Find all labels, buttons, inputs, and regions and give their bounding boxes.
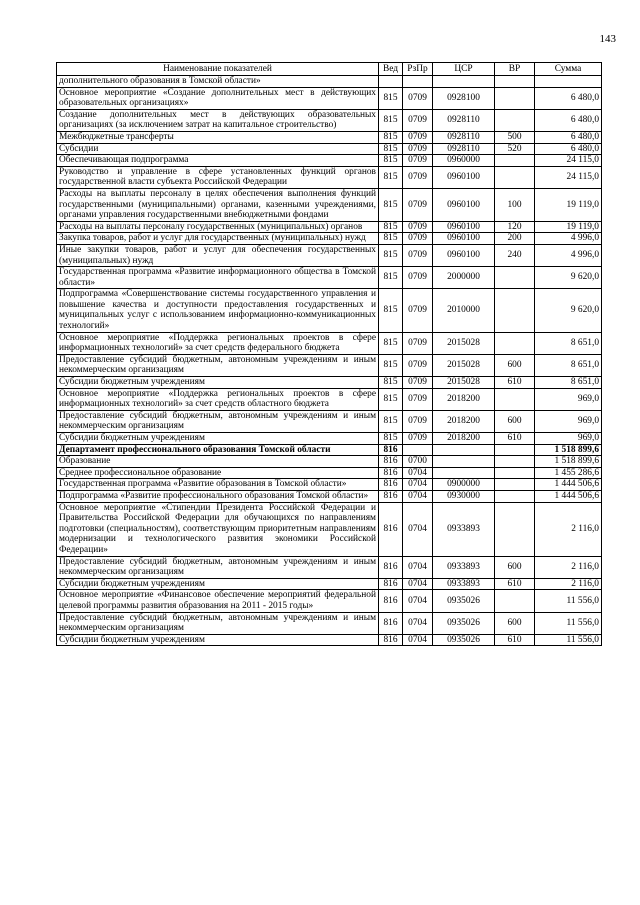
cell-name: Субсидии бюджетным учреждениям xyxy=(57,578,379,590)
table-row xyxy=(57,578,602,590)
cell-sum: 11 556,0 xyxy=(535,612,602,634)
cell-rzpr: 0704 xyxy=(403,490,433,502)
table-body xyxy=(57,76,602,646)
cell-vr xyxy=(495,87,535,109)
cell-vr xyxy=(495,490,535,502)
cell-name: Основное мероприятие «Создание дополнительных мест в действующих образовательных организациях» xyxy=(57,87,379,109)
cell-vr: 520 xyxy=(495,143,535,155)
cell-ved: 815 xyxy=(379,221,403,233)
cell-ved: 816 xyxy=(379,467,403,479)
cell-sum: 6 480,0 xyxy=(535,87,602,109)
cell-sum: 19 119,0 xyxy=(535,221,602,233)
table-row xyxy=(57,221,602,233)
cell-name: Создание дополнительных мест в действующих образовательных организациях (за исключением затрат на капитальное строительство) xyxy=(57,109,379,131)
table-row xyxy=(57,590,602,612)
cell-rzpr: 0709 xyxy=(403,354,433,376)
cell-sum: 24 115,0 xyxy=(535,166,602,188)
cell-name: Субсидии бюджетным учреждениям xyxy=(57,433,379,445)
header-vr: ВР xyxy=(495,63,535,76)
cell-rzpr: 0704 xyxy=(403,502,433,556)
table-header-row xyxy=(57,63,602,76)
cell-rzpr: 0709 xyxy=(403,155,433,167)
cell-rzpr: 0709 xyxy=(403,267,433,289)
table-row xyxy=(57,490,602,502)
cell-vr xyxy=(495,155,535,167)
table-row xyxy=(57,188,602,221)
cell-csr: 0960100 xyxy=(433,166,495,188)
table-row xyxy=(57,433,602,445)
cell-ved: 816 xyxy=(379,612,403,634)
cell-vr: 200 xyxy=(495,233,535,245)
cell-sum: 6 480,0 xyxy=(535,131,602,143)
table-row xyxy=(57,410,602,432)
table-row xyxy=(57,456,602,468)
cell-rzpr: 0704 xyxy=(403,578,433,590)
cell-ved: 815 xyxy=(379,289,403,332)
cell-csr: 0933893 xyxy=(433,578,495,590)
cell-ved: 816 xyxy=(379,490,403,502)
table-row xyxy=(57,87,602,109)
cell-sum: 8 651,0 xyxy=(535,332,602,354)
cell-sum: 969,0 xyxy=(535,433,602,445)
cell-csr: 0928100 xyxy=(433,87,495,109)
cell-csr: 0928110 xyxy=(433,143,495,155)
table-row xyxy=(57,467,602,479)
header-ved: Вед xyxy=(379,63,403,76)
cell-csr: 0935026 xyxy=(433,634,495,646)
cell-csr: 2018200 xyxy=(433,388,495,410)
cell-ved: 816 xyxy=(379,479,403,491)
cell-vr: 100 xyxy=(495,188,535,221)
table-row xyxy=(57,377,602,389)
cell-vr xyxy=(495,267,535,289)
cell-vr xyxy=(495,479,535,491)
cell-rzpr: 0709 xyxy=(403,289,433,332)
cell-ved: 815 xyxy=(379,131,403,143)
cell-vr: 500 xyxy=(495,131,535,143)
table-row xyxy=(57,143,602,155)
cell-csr: 0960100 xyxy=(433,221,495,233)
cell-rzpr: 0709 xyxy=(403,233,433,245)
cell-csr: 2018200 xyxy=(433,433,495,445)
table-row xyxy=(57,332,602,354)
cell-name: Предоставление субсидий бюджетным, автономным учреждениям и иным некоммерческим организациям xyxy=(57,410,379,432)
cell-csr: 2015028 xyxy=(433,377,495,389)
cell-name: Предоставление субсидий бюджетным, автономным учреждениям и иным некоммерческим организациям xyxy=(57,354,379,376)
cell-csr xyxy=(433,76,495,88)
cell-sum xyxy=(535,76,602,88)
cell-rzpr: 0704 xyxy=(403,612,433,634)
cell-sum: 11 556,0 xyxy=(535,634,602,646)
cell-name: Предоставление субсидий бюджетным, автономным учреждениям и иным некоммерческим организациям xyxy=(57,556,379,578)
cell-vr xyxy=(495,456,535,468)
cell-vr xyxy=(495,502,535,556)
table-row xyxy=(57,354,602,376)
table-row xyxy=(57,109,602,131)
table-row xyxy=(57,131,602,143)
cell-rzpr: 0700 xyxy=(403,456,433,468)
cell-sum: 2 116,0 xyxy=(535,502,602,556)
cell-csr: 2000000 xyxy=(433,267,495,289)
cell-rzpr: 0704 xyxy=(403,467,433,479)
cell-ved: 815 xyxy=(379,410,403,432)
cell-csr: 2010000 xyxy=(433,289,495,332)
cell-csr: 0960000 xyxy=(433,155,495,167)
cell-ved xyxy=(379,76,403,88)
cell-csr: 0960100 xyxy=(433,188,495,221)
cell-name: Подпрограмма «Развитие профессионального образования Томской области» xyxy=(57,490,379,502)
cell-name: Руководство и управление в сфере установленных функций органов государственной власти субъекта Российской Федерации xyxy=(57,166,379,188)
cell-name: Расходы на выплаты персоналу в целях обеспечения выполнения функций государственными (муниципальными) органами, казенными учреждениями, органами управления государственными внебюджетными фондами xyxy=(57,188,379,221)
cell-sum: 8 651,0 xyxy=(535,354,602,376)
header-csr: ЦСР xyxy=(433,63,495,76)
cell-sum: 1 444 506,6 xyxy=(535,490,602,502)
cell-ved: 815 xyxy=(379,244,403,266)
cell-name: Государственная программа «Развитие информационного общества в Томской области» xyxy=(57,267,379,289)
cell-ved: 815 xyxy=(379,166,403,188)
cell-rzpr: 0709 xyxy=(403,131,433,143)
cell-ved: 815 xyxy=(379,233,403,245)
cell-name: Образование xyxy=(57,456,379,468)
cell-name: Основное мероприятие «Поддержка региональных проектов в сфере информационных технологий» за счет средств областного бюджета xyxy=(57,388,379,410)
cell-sum: 1 518 899,6 xyxy=(535,444,602,456)
cell-ved: 816 xyxy=(379,578,403,590)
cell-rzpr: 0709 xyxy=(403,377,433,389)
cell-csr: 0928110 xyxy=(433,131,495,143)
table-row xyxy=(57,289,602,332)
cell-csr: 0935026 xyxy=(433,612,495,634)
cell-name: Межбюджетные трансферты xyxy=(57,131,379,143)
cell-rzpr: 0704 xyxy=(403,556,433,578)
cell-csr: 2018200 xyxy=(433,410,495,432)
cell-rzpr: 0709 xyxy=(403,109,433,131)
cell-name: Расходы на выплаты персоналу государственных (муниципальных) органов xyxy=(57,221,379,233)
cell-name: Государственная программа «Развитие образования в Томской области» xyxy=(57,479,379,491)
cell-rzpr: 0709 xyxy=(403,410,433,432)
cell-vr: 120 xyxy=(495,221,535,233)
cell-rzpr: 0704 xyxy=(403,634,433,646)
cell-vr: 600 xyxy=(495,410,535,432)
cell-rzpr xyxy=(403,444,433,456)
cell-sum: 1 444 506,6 xyxy=(535,479,602,491)
table-row xyxy=(57,444,602,456)
cell-name: Иные закупки товаров, работ и услуг для обеспечения государственных (муниципальных) нужд xyxy=(57,244,379,266)
cell-rzpr: 0709 xyxy=(403,388,433,410)
table-row xyxy=(57,388,602,410)
cell-name: Субсидии xyxy=(57,143,379,155)
cell-name: Субсидии бюджетным учреждениям xyxy=(57,377,379,389)
cell-ved: 815 xyxy=(379,354,403,376)
cell-sum: 4 996,0 xyxy=(535,244,602,266)
cell-vr xyxy=(495,332,535,354)
cell-name: Обеспечивающая подпрограмма xyxy=(57,155,379,167)
cell-csr: 0900000 xyxy=(433,479,495,491)
header-sum: Сумма xyxy=(535,63,602,76)
table-row xyxy=(57,244,602,266)
cell-ved: 815 xyxy=(379,388,403,410)
header-name: Наименование показателей xyxy=(57,63,379,76)
cell-ved: 816 xyxy=(379,634,403,646)
cell-ved: 815 xyxy=(379,188,403,221)
cell-rzpr: 0709 xyxy=(403,244,433,266)
cell-csr: 0960100 xyxy=(433,233,495,245)
cell-sum: 24 115,0 xyxy=(535,155,602,167)
cell-rzpr xyxy=(403,76,433,88)
cell-name: Предоставление субсидий бюджетным, автономным учреждениям и иным некоммерческим организациям xyxy=(57,612,379,634)
cell-vr xyxy=(495,109,535,131)
cell-vr: 610 xyxy=(495,433,535,445)
cell-name: Основное мероприятие «Финансовое обеспечение мероприятий федеральной целевой программы развития образования на 2011 - 2015 годы» xyxy=(57,590,379,612)
cell-vr: 600 xyxy=(495,612,535,634)
cell-name: Основное мероприятие «Поддержка региональных проектов в сфере информационных технологий» за счет средств федерального бюджета xyxy=(57,332,379,354)
cell-ved: 815 xyxy=(379,332,403,354)
cell-rzpr: 0704 xyxy=(403,590,433,612)
cell-ved: 815 xyxy=(379,87,403,109)
cell-sum: 9 620,0 xyxy=(535,267,602,289)
cell-name: Основное мероприятие «Стипендии Президента Российской Федерации и Правительства Российской Федерации для обучающихся по направлениям подготовки (специальностям), соответствующим приоритетным направлениям модернизации и технологического развития экономики Российской Федерации» xyxy=(57,502,379,556)
cell-csr xyxy=(433,456,495,468)
cell-rzpr: 0704 xyxy=(403,479,433,491)
table-row xyxy=(57,267,602,289)
cell-csr: 0933893 xyxy=(433,502,495,556)
cell-ved: 816 xyxy=(379,444,403,456)
cell-ved: 815 xyxy=(379,433,403,445)
cell-sum: 1 455 286,6 xyxy=(535,467,602,479)
cell-csr: 0933893 xyxy=(433,556,495,578)
cell-ved: 816 xyxy=(379,502,403,556)
cell-vr: 600 xyxy=(495,354,535,376)
table-row xyxy=(57,612,602,634)
cell-vr: 600 xyxy=(495,556,535,578)
table-row xyxy=(57,76,602,88)
table-row xyxy=(57,233,602,245)
cell-name: дополнительного образования в Томской области» xyxy=(57,76,379,88)
cell-csr: 0935026 xyxy=(433,590,495,612)
cell-rzpr: 0709 xyxy=(403,143,433,155)
cell-sum: 19 119,0 xyxy=(535,188,602,221)
cell-sum: 4 996,0 xyxy=(535,233,602,245)
cell-sum: 2 116,0 xyxy=(535,578,602,590)
cell-vr xyxy=(495,76,535,88)
cell-ved: 816 xyxy=(379,590,403,612)
table-row xyxy=(57,502,602,556)
cell-rzpr: 0709 xyxy=(403,166,433,188)
cell-csr: 0930000 xyxy=(433,490,495,502)
cell-sum: 6 480,0 xyxy=(535,143,602,155)
cell-rzpr: 0709 xyxy=(403,332,433,354)
cell-vr xyxy=(495,388,535,410)
table-row xyxy=(57,634,602,646)
cell-sum: 969,0 xyxy=(535,388,602,410)
cell-sum: 8 651,0 xyxy=(535,377,602,389)
cell-vr xyxy=(495,444,535,456)
cell-rzpr: 0709 xyxy=(403,188,433,221)
table-row xyxy=(57,556,602,578)
cell-sum: 969,0 xyxy=(535,410,602,432)
cell-csr: 0928110 xyxy=(433,109,495,131)
cell-sum: 9 620,0 xyxy=(535,289,602,332)
cell-ved: 815 xyxy=(379,109,403,131)
cell-csr: 0960100 xyxy=(433,244,495,266)
cell-ved: 816 xyxy=(379,556,403,578)
table-row xyxy=(57,155,602,167)
cell-csr: 2015028 xyxy=(433,354,495,376)
cell-csr xyxy=(433,467,495,479)
cell-rzpr: 0709 xyxy=(403,87,433,109)
cell-sum: 2 116,0 xyxy=(535,556,602,578)
cell-vr xyxy=(495,166,535,188)
cell-name: Субсидии бюджетным учреждениям xyxy=(57,634,379,646)
table-row xyxy=(57,166,602,188)
cell-vr xyxy=(495,289,535,332)
page-number: 143 xyxy=(599,33,616,45)
cell-vr xyxy=(495,467,535,479)
cell-rzpr: 0709 xyxy=(403,433,433,445)
cell-vr: 610 xyxy=(495,578,535,590)
cell-ved: 815 xyxy=(379,267,403,289)
cell-sum: 1 518 899,6 xyxy=(535,456,602,468)
cell-name: Закупка товаров, работ и услуг для государственных (муниципальных) нужд xyxy=(57,233,379,245)
cell-vr: 610 xyxy=(495,377,535,389)
cell-csr: 2015028 xyxy=(433,332,495,354)
cell-vr xyxy=(495,590,535,612)
cell-csr xyxy=(433,444,495,456)
cell-name: Подпрограмма «Совершенствование системы государственного управления и повышение качества и доступности предоставления государственных и муниципальных услуг с использованием информационно-коммуникационных технологий» xyxy=(57,289,379,332)
cell-sum: 6 480,0 xyxy=(535,109,602,131)
header-rzpr: РзПр xyxy=(403,63,433,76)
cell-rzpr: 0709 xyxy=(403,221,433,233)
cell-ved: 815 xyxy=(379,377,403,389)
table-row xyxy=(57,479,602,491)
cell-name: Среднее профессиональное образование xyxy=(57,467,379,479)
cell-ved: 815 xyxy=(379,143,403,155)
cell-name: Департамент профессионального образования Томской области xyxy=(57,444,379,456)
cell-sum: 11 556,0 xyxy=(535,590,602,612)
cell-ved: 815 xyxy=(379,155,403,167)
budget-table xyxy=(56,62,602,646)
cell-ved: 816 xyxy=(379,456,403,468)
cell-vr: 610 xyxy=(495,634,535,646)
cell-vr: 240 xyxy=(495,244,535,266)
